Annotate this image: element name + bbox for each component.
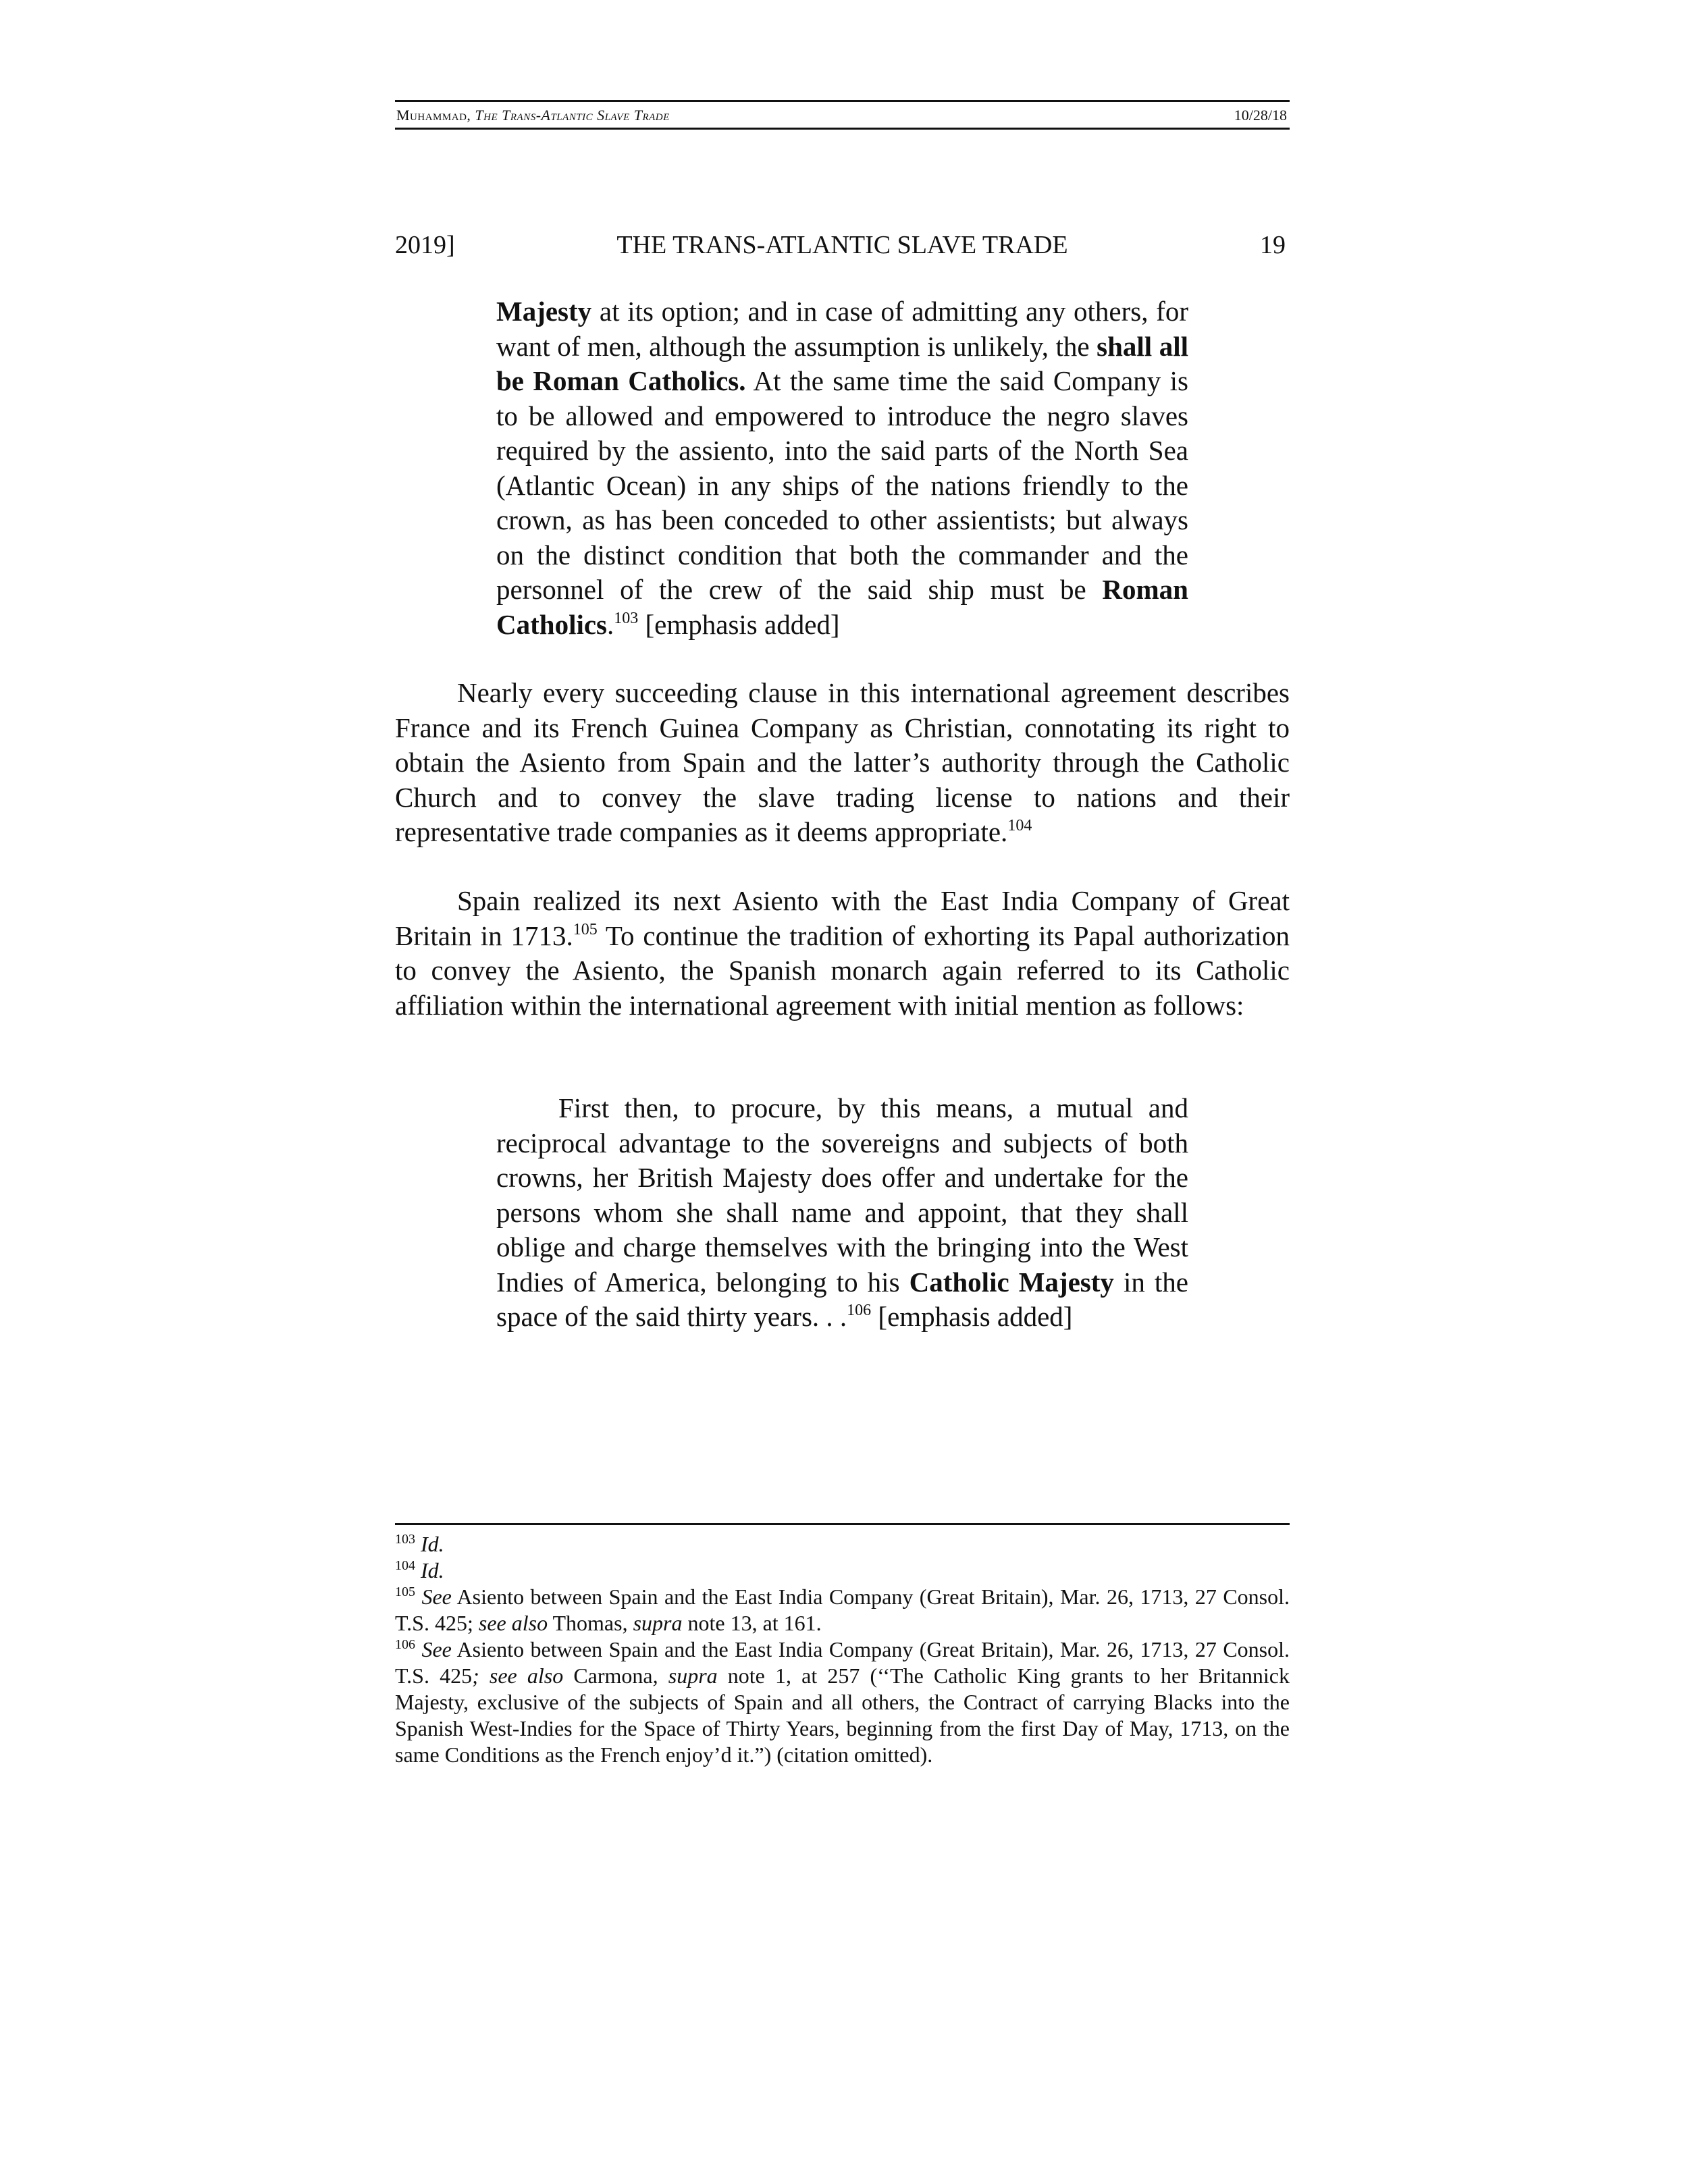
footnote-ref-104: 104: [1007, 817, 1032, 834]
page-number: 19: [1260, 231, 1286, 259]
journal-year: 2019]: [395, 231, 455, 259]
running-header-author: Muhammad,: [396, 107, 471, 124]
quote1-text-a: at its option; and in case of admitting any others, for want of men, although the assumption is unlikely, the: [496, 296, 1188, 362]
footnote-text: Asiento between Spain and the East India Company (Great Britain), Mar. 26, 1713, 27 Consol. T.S. 425: [395, 1637, 1290, 1688]
footnote-106: [395, 1636, 1290, 1768]
footnote-signal: See: [421, 1584, 452, 1609]
running-header-date: 10/28/18: [1234, 107, 1287, 124]
footnote-signal: supra: [633, 1611, 683, 1635]
journal-header: [395, 228, 1290, 262]
footnote-ref-106: 106: [847, 1302, 872, 1319]
footnote-divider: [395, 1523, 1290, 1525]
footnote-text: Carmona: [563, 1663, 653, 1688]
quote1-bold-roman-catholics-2: Roman Catholics: [496, 574, 1188, 640]
quote2-text-b: in the space of the said thirty years. . .: [496, 1266, 1189, 1332]
block-quote-1: [496, 294, 1188, 642]
footnote-text: note 1, at 257 (‘‘The Catholic King grants to her Britannick Majesty, exclusive of the subjects of Spain and all others, the Contract of carrying Blacks into the Spanish West-Indies for the Space of Thirty Years, beginning from the first Day of May, 1713, on the same Conditions as the French enjoy’d it.”) (citation omitted).: [395, 1663, 1290, 1767]
quote1-bold-roman-catholics: shall all be Roman Catholics.: [496, 330, 1189, 396]
paragraph-2: [395, 884, 1290, 1023]
footnote-104: [395, 1557, 1290, 1584]
footnotes: [395, 1531, 1290, 1768]
quote1-text-b: At the same time the said Company is to be allowed and empowered to introduce the negro slaves required by the assiento, into the said parts of the North Sea (Atlantic Ocean) in any ships of the nations friendly to the crown, as has been conceded to other assientists; but always on the distinct condition that both the commander and the personnel of the crew of the said ship must be: [496, 365, 1188, 605]
footnote-number: 103: [395, 1532, 415, 1547]
journal-title: THE TRANS-ATLANTIC SLAVE TRADE: [616, 231, 1068, 259]
footnote-text: Asiento between Spain and the East India Company (Great Britain), Mar. 26, 1713, 27 Consol. T.S. 425;: [395, 1584, 1290, 1635]
quote1-emphasis-note: [emphasis added]: [638, 608, 840, 640]
running-header: [395, 100, 1290, 130]
block-quote-2: [496, 1091, 1188, 1335]
footnote-number: 105: [395, 1584, 415, 1599]
quote2-bold-catholic-majesty: Catholic Majesty: [909, 1266, 1114, 1298]
quote2-text-a: First then, to procure, by this means, a mutual and reciprocal advantage to the sovereigns and subjects of both crowns, her British Majesty does offer and undertake for the persons whom she shall name and appoint, that they shall oblige and charge themselves with the bringing into the West Indies of America, belonging to his: [496, 1092, 1188, 1298]
footnote-text: Thomas,: [548, 1611, 633, 1635]
paragraph-1-text: Nearly every succeeding clause in this international agreement describes France and its French Guinea Company as Christian, connotating its right to obtain the Asiento from Spain and the latter’s authority through the Catholic Church and to convey the slave trading license to nations and their representative trade companies as it deems appropriate.: [395, 677, 1290, 847]
running-header-title: The Trans-Atlantic Slave Trade: [475, 107, 670, 124]
quote2-emphasis-note: [emphasis added]: [871, 1301, 1073, 1332]
footnote-signal: , supra: [652, 1663, 718, 1688]
paragraph-1: [395, 676, 1290, 850]
footnote-103: [395, 1531, 1290, 1557]
footnote-signal: see also: [478, 1611, 548, 1635]
footnote-text: Id.: [421, 1558, 444, 1582]
footnote-signal: ; see also: [472, 1663, 564, 1688]
footnote-number: 104: [395, 1558, 415, 1573]
quote1-bold-majesty: Majesty: [496, 296, 592, 327]
footnote-signal: See: [421, 1637, 452, 1661]
footnote-ref-105: 105: [573, 920, 598, 938]
quote1-period: .: [607, 608, 614, 640]
paragraph-2-text-b: To continue the tradition of exhorting its Papal authorization to convey the Asiento, the Spanish monarch again referred to its Catholic affiliation within the international agreement with initial mention as follows:: [395, 920, 1290, 1021]
footnote-number: 106: [395, 1637, 415, 1652]
running-header-left: [396, 103, 670, 128]
footnote-105: [395, 1584, 1290, 1636]
paragraph-2-text-a: Spain realized its next Asiento with the East India Company of Great Britain in 1713.: [395, 885, 1290, 951]
footnote-text: Id.: [421, 1532, 444, 1556]
footnote-ref-103: 103: [614, 609, 639, 627]
footnote-text: note 13, at 161.: [682, 1611, 822, 1635]
